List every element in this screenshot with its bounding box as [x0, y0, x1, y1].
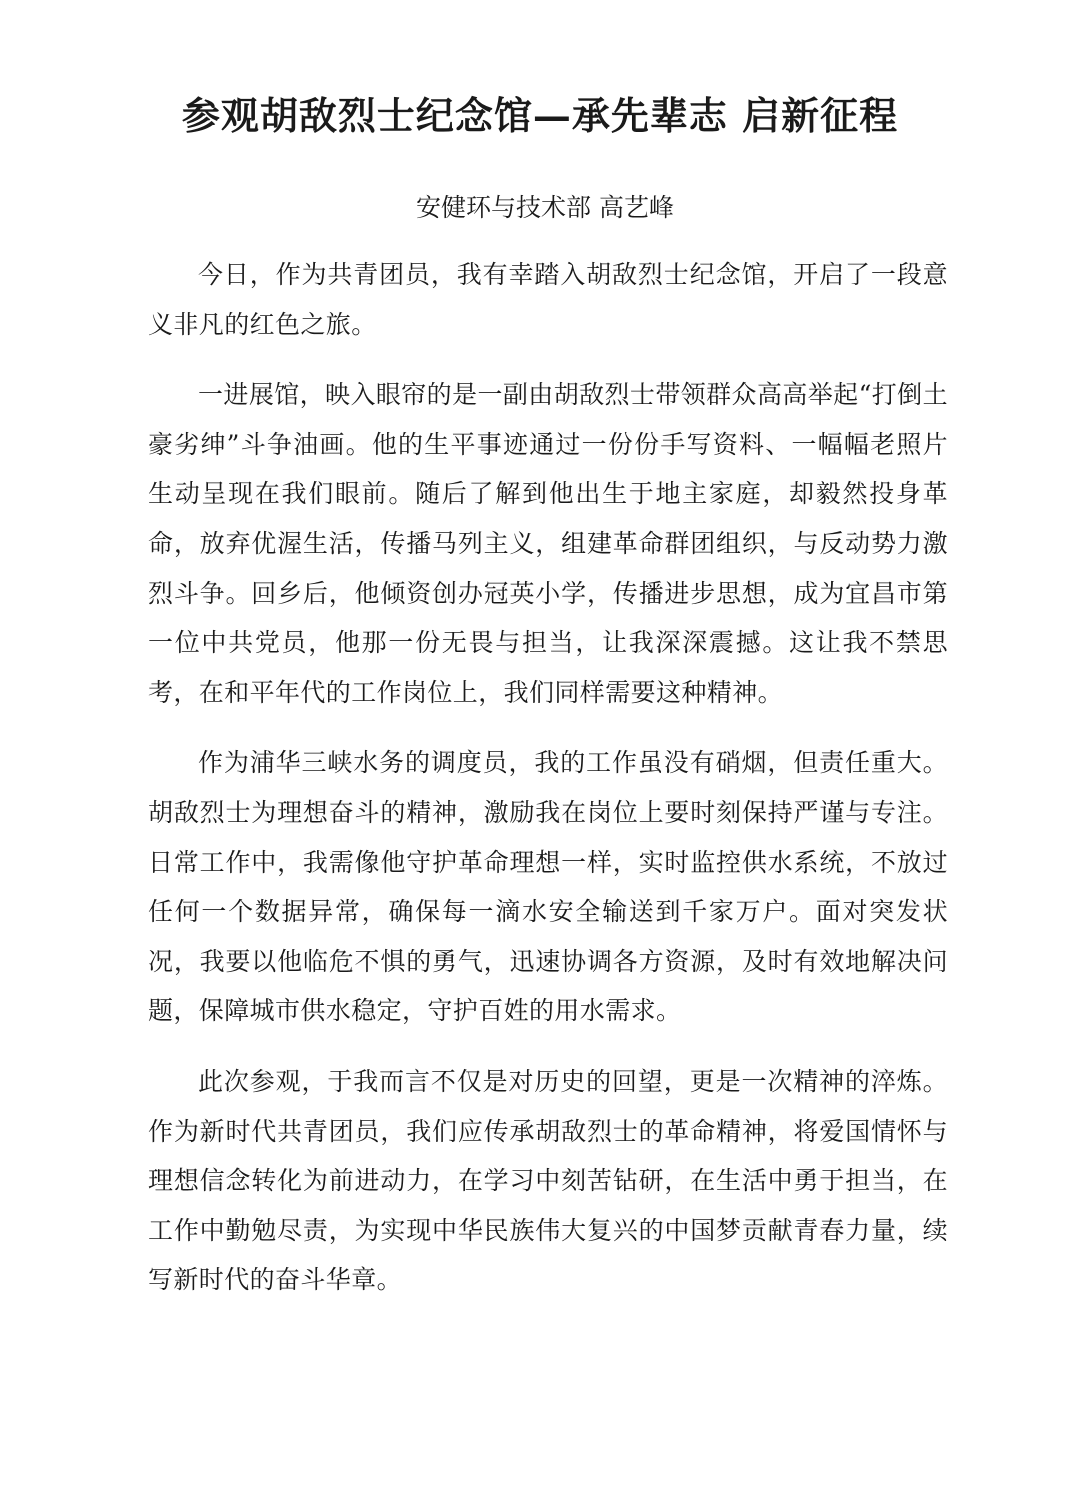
paragraph-2: 一进展馆，映入眼帘的是一副由胡敌烈士带领群众高高举起“打倒土豪劣绅”斗争油画。他的生平事迹通过一份份手写资料、一幅幅老照片生动呈现在我们眼前。随后了解到他出生于地主家庭，却毅然投身革命，放弃优渥生活，传播马列主义，组建革命群团组织，与反动势力激烈斗争。回乡后，他倾资创办冠英小学，传播进步思想，成为宜昌市第一位中共党员，他那一份无畏与担当，让我深深震撼。这让我不禁思考，在和平年代的工作岗位上，我们同样需要这种精神。: [148, 380, 948, 707]
paragraph-1: 今日，作为共青团员，我有幸踏入胡敌烈士纪念馆，开启了一段意义非凡的红色之旅。: [148, 260, 948, 339]
paragraph-4: 此次参观，于我而言不仅是对历史的回望，更是一次精神的淬炼。作为新时代共青团员，我们应传承胡敌烈士的革命精神，将爱国情怀与理想信念转化为前进动力，在学习中刻苦钻研，在生活中勇于担当，在工作中勤勉尽责，为实现中华民族伟大复兴的中国梦贡献青春力量，续写新时代的奋斗华章。: [148, 1066, 948, 1295]
article-body: [148, 250, 948, 1326]
page-title: 参观胡敌烈士纪念馆—承先辈志 启新征程: [181, 93, 899, 138]
author-byline: 安健环与技术部 高艺峰: [416, 193, 674, 222]
paragraph-3: 作为浦华三峡水务的调度员，我的工作虽没有硝烟，但责任重大。胡敌烈士为理想奋斗的精神，激励我在岗位上要时刻保持严谨与专注。日常工作中，我需像他守护革命理想一样，实时监控供水系统，不放过任何一个数据异常，确保每一滴水安全输送到千家万户。面对突发状况，我要以他临危不惧的勇气，迅速协调各方资源，及时有效地解决问题，保障城市供水稳定，守护百姓的用水需求。: [148, 748, 948, 1026]
